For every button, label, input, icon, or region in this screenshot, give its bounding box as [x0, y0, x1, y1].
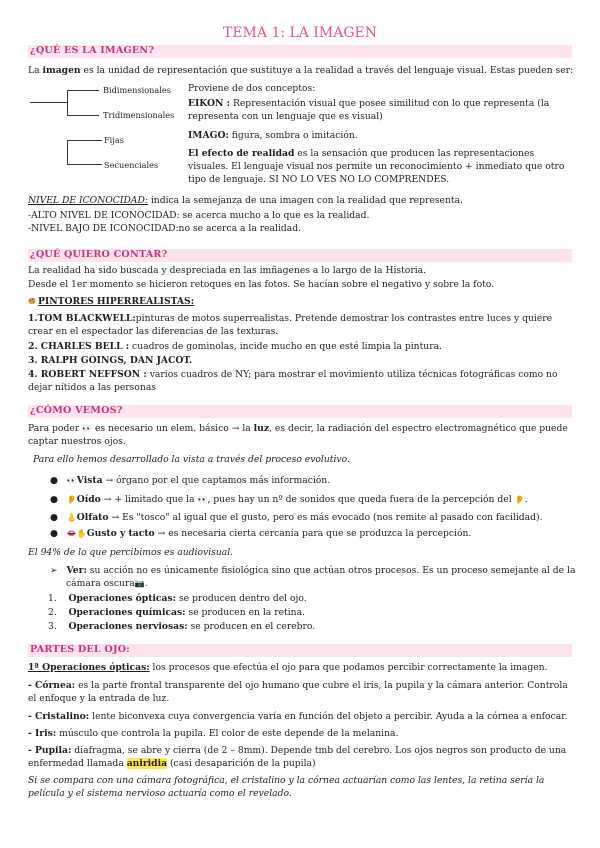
sense-oido: ● 👂Oído → + limitado que la 👀, pues hay un nº de sonidos que queda fuera de la percepción del 👂.	[50, 494, 528, 505]
pintores-heading: PINTORES HIPERREALISTAS:	[28, 295, 194, 308]
section-heading-partes-ojo: PARTES DEL OJO:	[30, 644, 130, 655]
pintor-1-cont: crear en el espectador las diferencias de las texturas.	[28, 326, 279, 337]
nose-icon: 👃	[66, 513, 77, 522]
cornea: - Córnea: es la parte frontal transparente del ojo humano que cubre el iris, la pupila y la cámara anterior. Controla	[28, 680, 568, 691]
pintor-4: 4. ROBERT NEFFSON : varios cuadros de NY; para mostrar el movimiento utiliza técnicas fotográficas como no	[28, 369, 558, 380]
sense-gusto-tacto: ● 👄✋Gusto y tacto → es necesaria cierta cercanía para que se produzca la percepción.	[50, 528, 472, 539]
diagram-bidimensionales: Bidimensionales	[103, 85, 171, 95]
intro-paragraph: La imagen es la unidad de representación que sustituye a la realidad a través del lenguaje visual. Estas pueden ser:	[28, 65, 574, 76]
retoques-line: Desde el 1er momento se hicieron retoques en las fotos. Se hacían sobre el negativo y sobre la foto.	[28, 279, 495, 290]
pupila: - Pupila: diafragma, se abre y cierra (de 2 – 8mm). Depende tmb del cerebro. Los ojos negros son producto de una	[28, 745, 567, 756]
section-heading-que-quiero: ¿QUÉ QUIERO CONTAR?	[30, 249, 168, 260]
proviene-text: Proviene de dos conceptos:	[188, 83, 316, 94]
ear-icon: 👂	[66, 495, 77, 504]
bajo-nivel: -NIVEL BAJO DE ICONOCIDAD:no se acerca a la realidad.	[28, 223, 302, 234]
operacion-2: 2. Operaciones químicas: se producen en la retina.	[48, 607, 305, 618]
iris: - Iris: músculo que controla la pupila. El color de este depende de la melanina.	[28, 728, 399, 739]
ear-icon: 👂	[514, 495, 525, 504]
diagram-line	[67, 164, 102, 165]
ver-line-cont: cámara oscura📷.	[66, 578, 148, 589]
eikon-definition: EIKON : Representación visual que posee similitud con lo que representa (la	[188, 98, 550, 109]
diagram-line	[67, 115, 99, 116]
eikon-definition-cont: representa con un lenguaje que es visual)	[188, 111, 383, 122]
luz-paragraph-cont: captar nuestros ojos.	[28, 436, 126, 447]
section-heading-como-vemos: ¿CÓMO VEMOS?	[30, 405, 123, 416]
sense-vista: ● 👀Vista → órgano por el que captamos más información.	[50, 475, 331, 486]
nivel-iconocidad: NIVEL DE ICONOCIDAD: indica la semejanza de una imagen con la realidad que representa.	[28, 195, 463, 206]
sense-olfato: ● 👃Olfato → Es "tosco" al igual que el gusto, pero es más evocado (nos remite al pasado con facilidad).	[50, 512, 543, 523]
section-heading-que-es: ¿QUÉ ES LA IMAGEN?	[30, 45, 155, 56]
cristalino: - Cristalino: lente biconvexa cuya convergencia varía en función del objeto a percibir. Ayuda a la córnea a enfocar.	[28, 711, 568, 722]
eyes-icon: 👀	[66, 476, 77, 485]
imago-definition: IMAGO: figura, sombra o imitación.	[188, 130, 358, 141]
pintor-2: 2. CHARLES BELL : cuadros de gominolas, incide mucho en que esté limpia la pintura.	[28, 341, 442, 352]
diagram-secuenciales: Secuenciales	[104, 160, 159, 170]
diagram-line	[67, 90, 68, 116]
realidad-line: La realidad ha sido buscada y despreciada en las imñagenes a lo largo de la Historia.	[28, 265, 427, 276]
eyes-icon: 👀	[197, 495, 208, 504]
palette-icon	[28, 297, 36, 305]
page-title: TEMA 1: LA IMAGEN	[222, 25, 377, 41]
diagram-tridimensionales: Tridimensionales	[103, 110, 175, 120]
efecto-realidad-l2: visuales. El lenguaje visual nos permite un reconocimiento + inmediato que otro	[188, 161, 565, 172]
operacion-3: 3. Operaciones nerviosas: se producen en el cerebro.	[48, 621, 316, 632]
diagram-line	[30, 102, 68, 103]
final-comparison-cont: película y el sistema nervioso actuaría como el revelado.	[28, 788, 292, 799]
luz-paragraph: Para poder 👀 es necesario un elem. básico → la luz, es decir, la radiación del espectro electromagnético que puede	[28, 423, 568, 434]
audiovisual-line: El 94% de lo que percibimos es audiovisual.	[28, 547, 234, 558]
diagram-line	[67, 140, 68, 165]
hand-icon: ✋	[76, 529, 87, 538]
diagram-line	[67, 90, 99, 91]
final-comparison: Si se compara con una cámara fotográfica, el cristalino y la córnea actuarían como las lentes, la retina sería la	[28, 775, 545, 786]
ver-line: ➢ Ver: su acción no es únicamente fisiológica sino que actúan otros procesos. Es un proceso semejante al de la	[50, 565, 576, 576]
diagram-fijas: Fijas	[104, 135, 124, 145]
pintor-4-cont: dejar nítidos a las personas	[28, 382, 157, 393]
cornea-cont: el enfoque y la entrada de luz.	[28, 693, 170, 704]
operacion-1: 1. Operaciones ópticas: se producen dentro del ojo.	[48, 593, 307, 604]
mouth-icon: 👄	[66, 529, 77, 538]
efecto-realidad-l3: tipo de lenguaje. SI NO LO VES NO LO COMPRENDES.	[188, 174, 450, 185]
evolutivo-line: Para ello hemos desarrollado la vista a través del proceso evolutivo.	[33, 454, 350, 465]
aniridia-highlight: aniridia	[126, 758, 168, 769]
pupila-cont: enfermedad llamada aniridia (casi desaparición de la pupila)	[28, 758, 316, 769]
operaciones-opticas: 1ª Operaciones ópticas: los procesos que efectúa el ojo para que podamos percibir correctamente la imagen.	[28, 662, 548, 673]
eyes-icon: 👀	[82, 424, 93, 433]
camera-icon: 📷	[134, 579, 145, 588]
alto-nivel: -ALTO NIVEL DE ICONOCIDAD: se acerca mucho a lo que es la realidad.	[28, 210, 370, 221]
pintor-3: 3. RALPH GOINGS, DAN JACOT.	[28, 355, 193, 366]
efecto-realidad: El efecto de realidad es la sensación que producen las representaciones	[188, 148, 535, 159]
pintor-1: 1.TOM BLACKWELL:pinturas de motos superrealistas. Pretende demostrar los contrastes entre luces y quiere	[28, 313, 553, 324]
diagram-line	[67, 140, 102, 141]
